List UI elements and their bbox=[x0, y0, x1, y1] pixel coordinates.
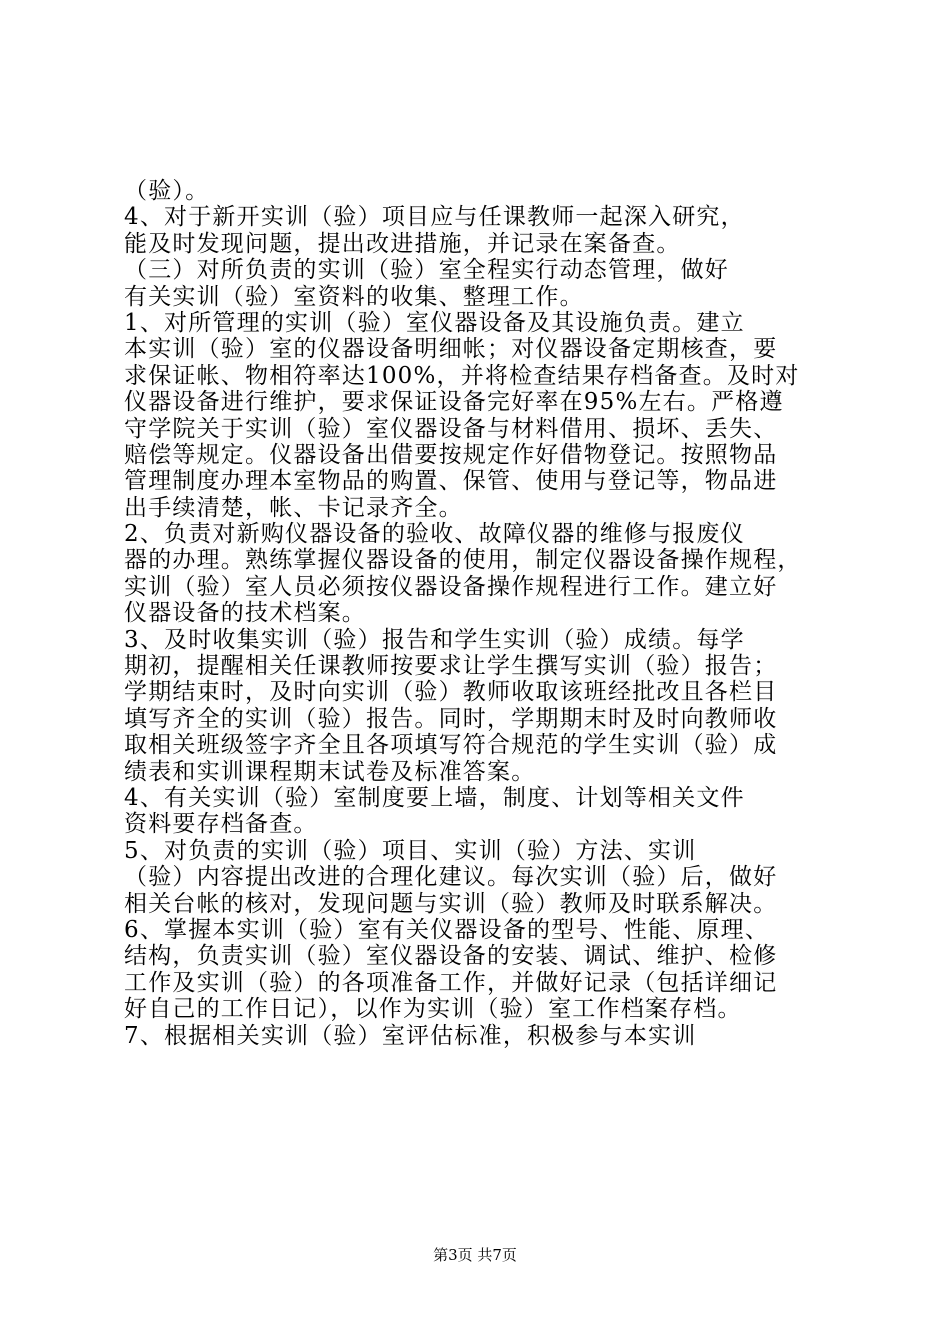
text-line: 工作及实训（验）的各项准备工作，并做好记录（包括详细记 bbox=[124, 969, 778, 996]
text-line: （验）内容提出改进的合理化建议。每次实训（验）后，做好 bbox=[124, 864, 778, 891]
text-line: 3、及时收集实训（验）报告和学生实训（验）成绩。每学 bbox=[124, 626, 745, 653]
text-line: 实训（验）室人员必须按仪器设备操作规程进行工作。建立好 bbox=[124, 573, 778, 600]
text-line: 5、对负责的实训（验）项目、实训（验）方法、实训 bbox=[124, 837, 697, 864]
text-line: 6、掌握本实训（验）室有关仪器设备的型号、性能、原理、 bbox=[124, 916, 770, 943]
text-line: 相关台帐的核对，发现问题与实训（验）教师及时联系解决。 bbox=[124, 890, 778, 917]
text-line: 结构，负责实训（验）室仪器设备的安装、调试、维护、检修 bbox=[124, 943, 778, 970]
text-line: 1、对所管理的实训（验）室仪器设备及其设施负责。建立 bbox=[124, 309, 745, 336]
text-line: 4、有关实训（验）室制度要上墙，制度、计划等相关文件 bbox=[124, 784, 745, 811]
text-line: 资料要存档备查。 bbox=[124, 811, 318, 838]
text-line: 填写齐全的实训（验）报告。同时，学期期末时及时向教师收 bbox=[124, 705, 778, 732]
text-line: 赔偿等规定。仪器设备出借要按规定作好借物登记。按照物品 bbox=[124, 441, 778, 468]
text-line: 好自己的工作日记），以作为实训（验）室工作档案存档。 bbox=[124, 996, 742, 1023]
text-line: 绩表和实训课程期末试卷及标准答案。 bbox=[124, 758, 536, 785]
text-line: 取相关班级签字齐全且各项填写符合规范的学生实训（验）成 bbox=[124, 732, 778, 759]
text-line: 7、根据相关实训（验）室评估标准，积极参与本实训 bbox=[124, 1022, 697, 1049]
text-line: 学期结束时，及时向实训（验）教师收取该班经批改且各栏目 bbox=[124, 679, 778, 706]
body-text bbox=[124, 178, 844, 1049]
page-footer: 第3页 共7页 bbox=[433, 1246, 517, 1264]
text-line: （验）。 bbox=[124, 178, 210, 204]
text-line: 求保证帐、物相符率达100%，并将检查结果存档备查。及时对 bbox=[124, 362, 800, 389]
text-line: 2、负责对新购仪器设备的验收、故障仪器的维修与报废仪 bbox=[124, 521, 745, 548]
text-line: 期初，提醒相关任课教师按要求让学生撰写实训（验）报告； bbox=[124, 653, 778, 680]
text-line: 管理制度办理本室物品的购置、保管、使用与登记等，物品进 bbox=[124, 468, 778, 495]
text-line: 守学院关于实训（验）室仪器设备与材料借用、损坏、丢失、 bbox=[124, 415, 778, 442]
text-line: 4、对于新开实训（验）项目应与任课教师一起深入研究， bbox=[124, 204, 745, 231]
text-line: 出手续清楚，帐、卡记录齐全。 bbox=[124, 494, 463, 521]
text-line: 器的办理。熟练掌握仪器设备的使用，制定仪器设备操作规程， bbox=[124, 547, 802, 574]
text-line: （三）对所负责的实训（验）室全程实行动态管理，做好 bbox=[124, 257, 729, 284]
text-line: 能及时发现问题，提出改进措施，并记录在案备查。 bbox=[124, 230, 681, 257]
text-line: 有关实训（验）室资料的收集、整理工作。 bbox=[124, 283, 584, 310]
text-line: 仪器设备进行维护，要求保证设备完好率在95%左右。严格遵 bbox=[124, 389, 784, 416]
text-line: 仪器设备的技术档案。 bbox=[124, 600, 366, 627]
text-line: 本实训（验）室的仪器设备明细帐；对仪器设备定期核查，要 bbox=[124, 336, 778, 363]
